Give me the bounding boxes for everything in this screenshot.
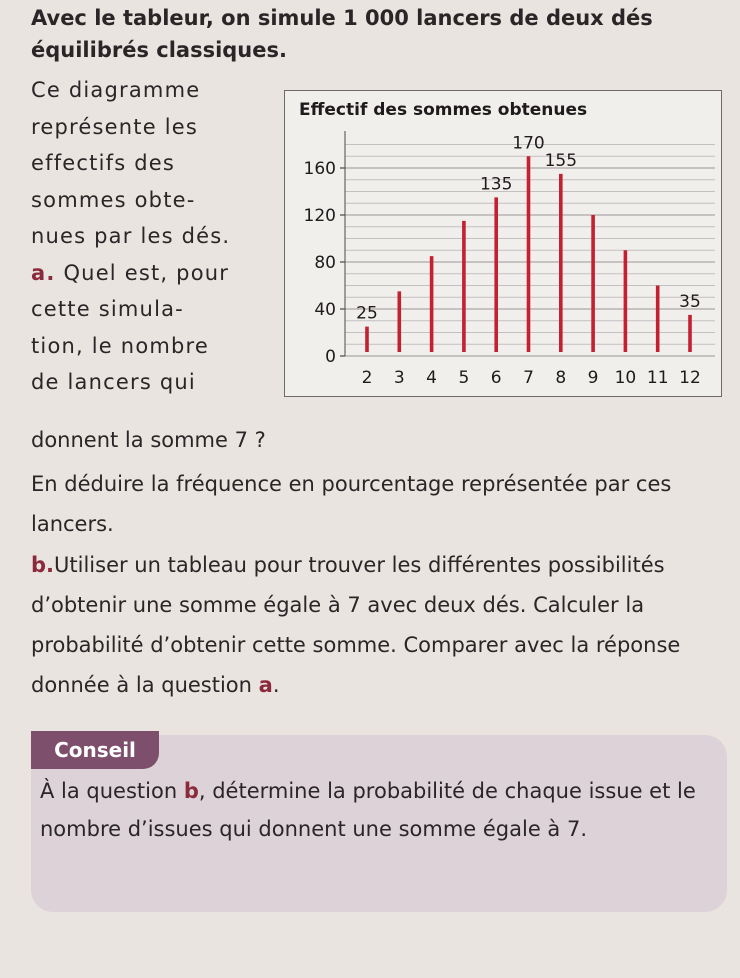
question-a-line: de lancers qui — [31, 370, 196, 394]
bar — [656, 286, 660, 353]
bar — [591, 215, 595, 352]
chart-svg — [285, 91, 721, 396]
x-tick-label: 2 — [361, 368, 373, 388]
conseil-text — [40, 772, 720, 848]
question-b-reference: b — [183, 779, 199, 803]
intro-text: Avec le tableur, on simule 1 000 lancers de deux dés équilibrés classiques. — [31, 6, 653, 62]
bar — [398, 291, 402, 352]
question-a-line: cette simula- — [31, 297, 184, 321]
bar — [624, 250, 628, 352]
x-tick-label: 9 — [587, 368, 599, 388]
question-b-end: . — [272, 673, 280, 697]
conseil-text-start: À la question — [40, 779, 184, 803]
x-tick-label: 10 — [614, 368, 637, 388]
x-tick-label: 7 — [523, 368, 534, 388]
bar — [688, 315, 692, 352]
y-tick-label: 80 — [314, 253, 336, 273]
bar — [559, 174, 563, 352]
x-tick-label: 6 — [490, 368, 502, 388]
y-tick-label: 120 — [303, 206, 336, 226]
x-tick-label: 4 — [426, 368, 438, 388]
bar — [462, 221, 466, 352]
x-tick-label: 12 — [679, 368, 701, 388]
data-label: 35 — [679, 291, 701, 312]
side-line: représente les — [31, 114, 199, 139]
question-b-label: b. — [31, 553, 55, 577]
y-tick-label: 160 — [303, 159, 336, 179]
x-tick-label: 8 — [555, 368, 567, 388]
bar — [527, 156, 531, 352]
question-a-label: a. — [31, 260, 56, 285]
question-a-line: tion, le nombre — [31, 333, 210, 358]
bar-chart — [284, 90, 722, 397]
question-a-reference: a — [258, 673, 273, 697]
question-b-text: Utiliser un tableau pour trouver les différentes possibilités d’obtenir une somme égale à 7 avec deux dés. Calculer la probabilité d’obtenir cette somme. Comparer avec la réponse donnée à la question — [31, 553, 681, 697]
y-tick-label: 40 — [314, 300, 336, 320]
chart-title: Effectif des sommes obtenues — [299, 100, 588, 120]
data-label: 170 — [512, 133, 545, 154]
side-line: sommes obte- — [31, 187, 196, 212]
side-line: effectifs des — [31, 151, 176, 175]
bar — [430, 256, 434, 352]
x-tick-label: 5 — [458, 368, 470, 388]
data-label: 25 — [356, 303, 378, 324]
question-a-continuation: donnent la somme 7 ? — [31, 428, 266, 452]
question-b — [31, 545, 721, 705]
side-line: nues par les dés. — [31, 224, 231, 248]
data-label: 135 — [479, 174, 513, 195]
x-tick-label: 11 — [646, 368, 669, 388]
data-label: 155 — [544, 150, 578, 171]
bar — [365, 327, 369, 352]
bar — [494, 197, 498, 352]
conseil-text-end: , détermine la probabilité de chaque issue et le nombre d’issues qui donnent une somme égale à 7. — [40, 779, 696, 841]
question-a-followup: En déduire la fréquence en pourcentage représentée par ces lancers. — [31, 472, 672, 536]
side-line: Ce diagramme — [31, 78, 201, 102]
side-text — [31, 72, 256, 401]
conseil-tag: Conseil — [31, 731, 159, 769]
y-tick-label: 0 — [325, 347, 336, 367]
x-tick-label: 3 — [393, 368, 405, 388]
question-a-text: Quel est, pour — [63, 260, 230, 285]
question-a-line — [31, 255, 256, 292]
